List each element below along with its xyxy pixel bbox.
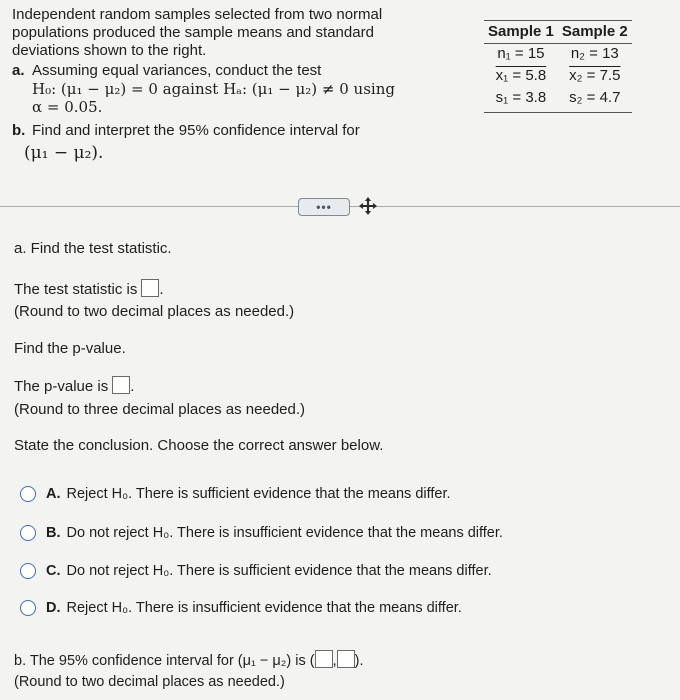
more-button[interactable]: ••• — [298, 198, 350, 216]
part-a — [12, 62, 422, 116]
part-a-label: a. — [12, 62, 25, 79]
choice-c-label: C. — [46, 563, 61, 579]
find-p-heading: Find the p-value. — [14, 340, 126, 357]
problem-intro: Independent random samples selected from two normal populations produced the sample means and standard deviations shown to the right. — [12, 6, 383, 59]
conclusion-prompt: State the conclusion. Choose the correct answer below. — [14, 437, 384, 454]
ci-round-note: (Round to two decimal places as needed.) — [14, 674, 285, 690]
choice-b[interactable] — [20, 525, 503, 541]
table-cell: n₁ = 15 — [497, 45, 545, 62]
table-cell: s₂ = 4.7 — [558, 88, 632, 113]
ci-expression: (μ₁ − μ₂). — [24, 143, 104, 163]
ci-prompt: b. The 95% confidence interval for (μ₁ − μ₂) is — [14, 653, 306, 669]
table-cell: s₁ = 3.8 — [484, 88, 558, 113]
choice-d[interactable] — [20, 600, 462, 616]
table-cell: n₂ = 13 — [570, 45, 619, 62]
part-b-label: b. — [12, 122, 26, 139]
choice-a[interactable] — [20, 486, 451, 502]
choice-b-label: B. — [46, 525, 61, 541]
sample-table — [484, 20, 632, 113]
table-cell: x₂ = 7.5 — [569, 67, 621, 84]
choice-c[interactable] — [20, 563, 492, 579]
find-stat-heading: a. Find the test statistic. — [14, 240, 172, 257]
alpha-value: α = 0.05. — [32, 98, 103, 116]
part-b — [12, 122, 422, 140]
choice-a-text: Reject H₀. There is sufficient evidence that the means differ. — [66, 486, 451, 502]
part-a-text: Assuming equal variances, conduct the test — [32, 62, 322, 79]
table-cell: x₁ = 5.8 — [495, 67, 547, 84]
choice-a-label: A. — [46, 486, 61, 502]
table-header-sample1: Sample 1 — [484, 21, 558, 44]
ci-close-paren: ). — [354, 653, 364, 669]
stat-prompt-line: The test statistic is . — [14, 281, 164, 298]
table-row — [484, 66, 632, 88]
problem-statement — [12, 6, 422, 162]
stat-round-note: (Round to two decimal places as needed.) — [14, 303, 295, 320]
test-statistic-input[interactable] — [141, 279, 159, 297]
radio-c[interactable] — [20, 563, 36, 579]
ci-upper-input[interactable] — [337, 650, 355, 668]
choice-d-label: D. — [46, 600, 61, 616]
ci-open-paren: ( — [309, 653, 315, 669]
p-value-input[interactable] — [112, 376, 130, 394]
choice-d-text: Reject H₀. There is insufficient evidence that the means differ. — [66, 600, 462, 616]
part-b-text: Find and interpret the 95% confidence interval for — [32, 122, 360, 139]
table-header-sample2: Sample 2 — [558, 21, 632, 44]
move-icon[interactable] — [358, 196, 378, 216]
stat-prompt: The test statistic is — [14, 281, 138, 298]
ci-prompt-line: b. The 95% confidence interval for (μ₁ − μ₂) is ( , ). — [14, 650, 364, 669]
p-round-note: (Round to three decimal places as needed.) — [14, 401, 306, 418]
hypothesis-expression: H₀: (μ₁ − μ₂) = 0 against Hₐ: (μ₁ − μ₂) ≠ 0 using — [32, 80, 395, 98]
radio-b[interactable] — [20, 525, 36, 541]
p-prompt-line: The p-value is . — [14, 378, 135, 395]
choice-b-text: Do not reject H₀. There is insufficient evidence that the means differ. — [66, 525, 503, 541]
table-row — [484, 44, 632, 67]
ci-lower-input[interactable] — [315, 650, 333, 668]
radio-a[interactable] — [20, 486, 36, 502]
radio-d[interactable] — [20, 600, 36, 616]
p-prompt: The p-value is — [14, 378, 109, 395]
table-row — [484, 88, 632, 113]
choice-c-text: Do not reject H₀. There is sufficient evidence that the means differ. — [66, 563, 492, 579]
